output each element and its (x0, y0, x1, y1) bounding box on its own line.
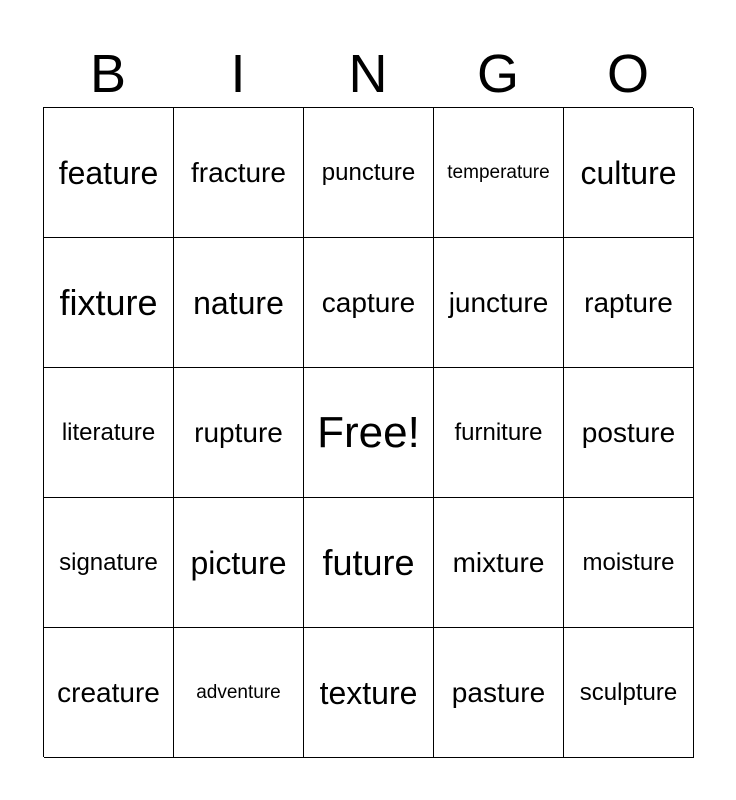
free-space-cell[interactable] (304, 368, 434, 498)
cell-word: texture (319, 674, 418, 711)
bingo-cell[interactable] (174, 628, 304, 758)
cell-word: puncture (321, 158, 416, 186)
bingo-cell[interactable] (564, 628, 694, 758)
cell-word: temperature (447, 162, 550, 183)
cell-word: nature (193, 284, 284, 321)
cell-word: fracture (191, 156, 286, 188)
bingo-cell[interactable] (44, 238, 174, 368)
bingo-cell[interactable] (434, 368, 564, 498)
bingo-cell[interactable] (174, 498, 304, 628)
cell-word: creature (57, 676, 160, 708)
bingo-cell[interactable] (304, 498, 434, 628)
bingo-cell[interactable] (174, 368, 304, 498)
cell-word: culture (580, 154, 677, 191)
cell-word: sculpture (579, 678, 678, 706)
bingo-cell[interactable] (44, 498, 174, 628)
bingo-cell[interactable] (304, 238, 434, 368)
cell-word: moisture (582, 548, 675, 576)
bingo-cell[interactable] (564, 108, 694, 238)
bingo-cell[interactable] (304, 628, 434, 758)
header-letter-n: N (348, 44, 388, 104)
cell-word: fixture (59, 281, 158, 323)
bingo-cell[interactable] (44, 108, 174, 238)
bingo-cell[interactable] (434, 498, 564, 628)
cell-word: signature (59, 548, 158, 576)
cell-word: furniture (454, 418, 543, 446)
header-letter-o: O (606, 44, 649, 104)
bingo-cell[interactable] (564, 238, 694, 368)
bingo-cell[interactable] (44, 628, 174, 758)
cell-word: adventure (196, 682, 281, 703)
header-letter-b: B (89, 44, 127, 104)
bingo-cell[interactable] (434, 238, 564, 368)
bingo-cell[interactable] (44, 368, 174, 498)
cell-word: rapture (584, 286, 673, 318)
bingo-cell[interactable] (174, 238, 304, 368)
cell-word: posture (581, 416, 676, 448)
cell-word: rupture (194, 416, 283, 448)
bingo-cell[interactable] (564, 498, 694, 628)
cell-word: pasture (451, 676, 546, 708)
header-letter-g: G (476, 44, 519, 104)
bingo-cell[interactable] (304, 108, 434, 238)
free-space-label: Free! (317, 407, 420, 457)
bingo-board (43, 107, 693, 757)
bingo-cell[interactable] (564, 368, 694, 498)
bingo-header (43, 40, 693, 108)
cell-word: future (322, 541, 415, 583)
bingo-cell[interactable] (174, 108, 304, 238)
cell-word: literature (61, 418, 156, 446)
cell-word: mixture (452, 546, 545, 578)
bingo-cell[interactable] (434, 628, 564, 758)
header-letter-i: I (230, 44, 246, 104)
cell-word: capture (321, 286, 416, 318)
cell-word: picture (190, 544, 287, 581)
cell-word: feature (58, 154, 159, 191)
bingo-cell[interactable] (434, 108, 564, 238)
cell-word: juncture (448, 286, 549, 318)
